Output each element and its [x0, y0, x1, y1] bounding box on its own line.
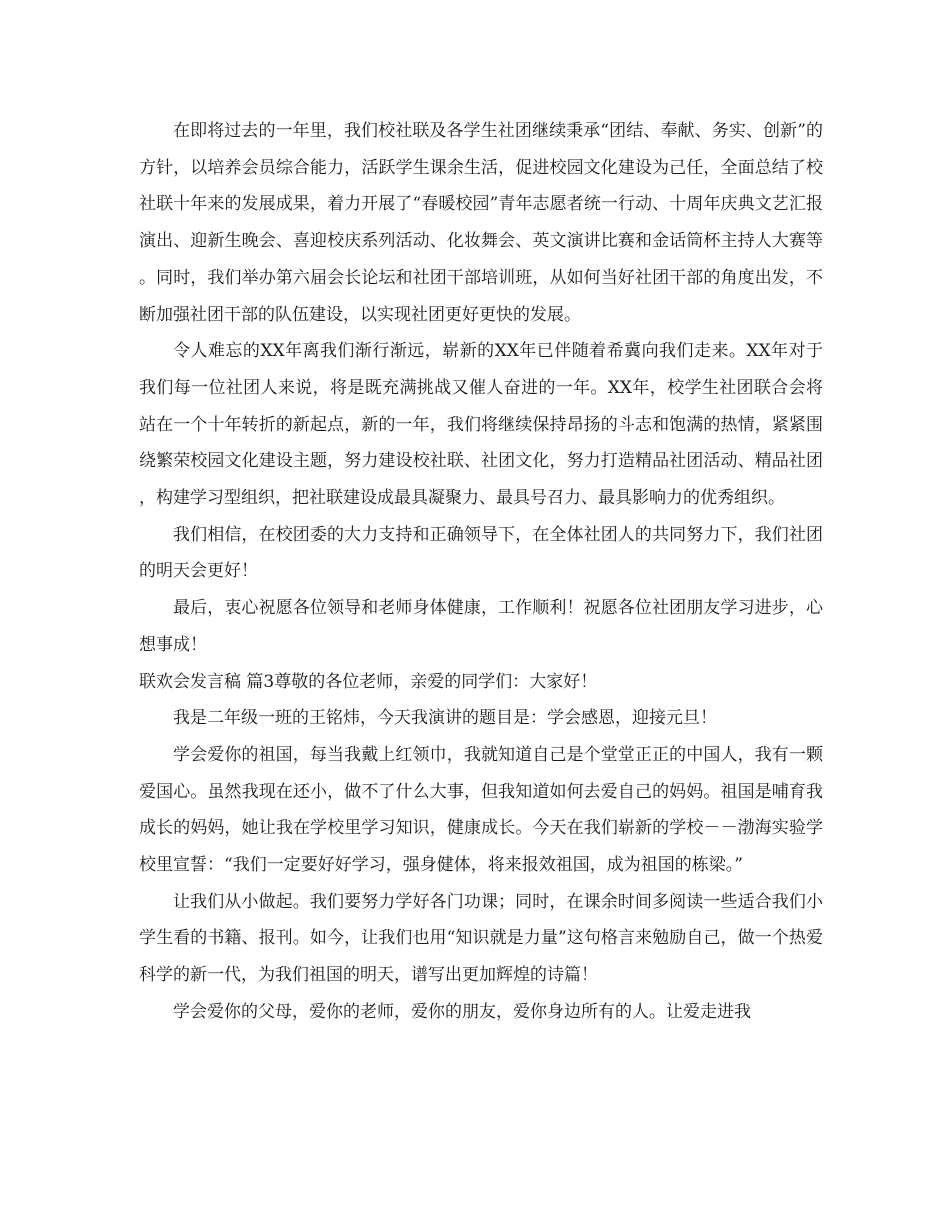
paragraph-1: 在即将过去的一年里，我们校社联及各学生社团继续秉承“团结、奉献、务实、创新”的方针，以培养会员综合能力，活跃学生课余生活，促进校园文化建设为己任，全面总结了校社联十年来的发展成果，着力开展了“春暖校园”青年志愿者统一行动、十周年庆典文艺汇报演出、迎新生晚会、喜迎校庆系列活动、化妆舞会、英文演讲比赛和金话筒杯主持人大赛等。同时，我们举办第六届会长论坛和社团干部培训班，从如何当好社团干部的角度出发，不断加强社团干部的队伍建设，以实现社团更好更快的发展。: [139, 121, 823, 325]
speech-heading: 联欢会发言稿 篇3尊敬的各位老师，亲爱的同学们：大家好！: [139, 671, 598, 692]
paragraph-8: 让我们从小做起。我们要努力学好各门功课；同时，在课余时间多阅读一些适合我们小学生看的书籍、报刊。如今，让我们也用“知识就是力量”这句格言来勉励自己，做一个热爱科学的新一代，为我们祖国的明天，谱写出更加辉煌的诗篇！: [139, 891, 823, 986]
paragraph-3: 我们相信，在校团委的大力支持和正确领导下，在全体社团人的共同努力下，我们社团的明天会更好！: [139, 524, 823, 582]
paragraph-4: 最后，衷心祝愿各位领导和老师身体健康，工作顺利！祝愿各位社团朋友学习进步，心想事成！: [139, 598, 823, 655]
paragraph-9: 学会爱你的父母，爱你的老师，爱你的朋友，爱你身边所有的人。让爱走进我: [173, 1001, 751, 1022]
document-body: [139, 113, 823, 1031]
paragraph-6: 我是二年级一班的王铭炜，今天我演讲的题目是：学会感恩，迎接元旦！: [173, 708, 717, 729]
paragraph-7: 学会爱你的祖国，每当我戴上红领巾，我就知道自己是个堂堂正正的中国人，我有一颗爱国心。虽然我现在还小，做不了什么大事，但我知道如何去爱自己的妈妈。祖国是哺育我成长的妈妈，她让我在学校里学习知识，健康成长。今天在我们崭新的学校－－渤海实验学校里宣誓：“我们一定要好好学习，强身健体，将来报效祖国，成为祖国的栋梁。”: [139, 744, 823, 876]
paragraph-2: 令人难忘的XX年离我们渐行渐远，崭新的XX年已伴随着希冀向我们走来。XX年对于我们每一位社团人来说，将是既充满挑战又催人奋进的一年。XX年，校学生社团联合会将站在一个十年转折的新起点，新的一年，我们将继续保持昂扬的斗志和饱满的热情，紧紧围绕繁荣校园文化建设主题，努力建设校社联、社团文化，努力打造精品社团活动、精品社团，构建学习型组织，把社联建设成最具凝聚力、最具号召力、最具影响力的优秀组织。: [139, 341, 823, 509]
